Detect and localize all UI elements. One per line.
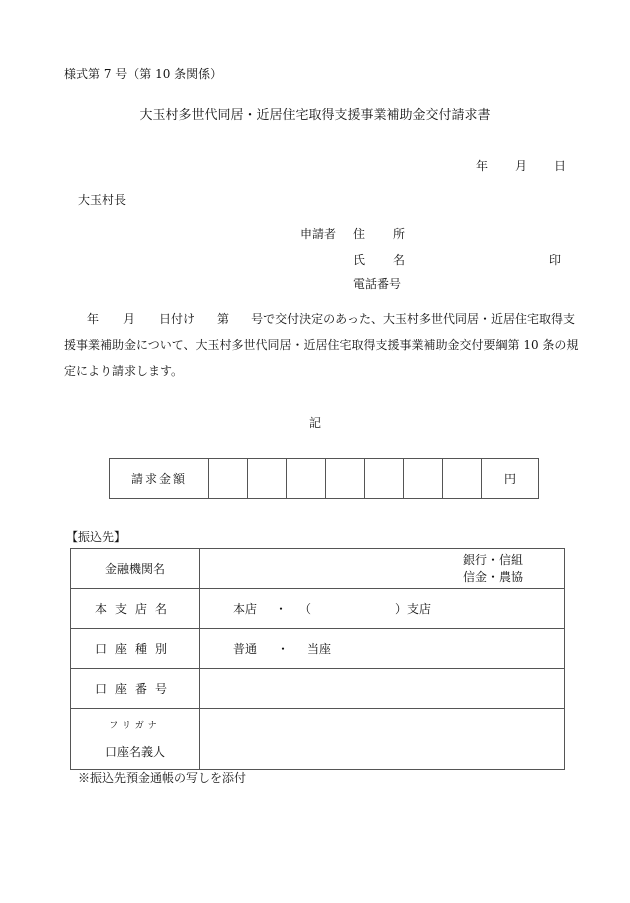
account-type-current: 当座 xyxy=(307,642,332,656)
account-type-field[interactable] xyxy=(200,629,565,669)
seal-mark: 印 xyxy=(549,253,562,267)
account-holder-label-cell xyxy=(71,709,200,770)
account-holder-field[interactable] xyxy=(200,709,565,770)
account-type-label: 口座種別 xyxy=(71,629,200,669)
amount-label: 請求金額 xyxy=(110,459,209,499)
name-label-char-1: 氏 xyxy=(353,253,366,267)
body-text: 号で交付決定のあった、大玉村多世代同居・近居住宅取得支援事業補助金について、大玉村多世代同居・近居住宅取得支援事業補助金交付要綱第 10 条の規定により請求します。 xyxy=(64,312,579,378)
bank-name-label: 金融機関名 xyxy=(71,549,200,589)
account-type-ordinary: 普通 xyxy=(233,642,258,656)
page-title: 大玉村多世代同居・近居住宅取得支援事業補助金交付請求書 xyxy=(139,108,491,123)
branch-main: 本店 xyxy=(233,602,258,616)
attachment-note: ※振込先預金通帳の写しを添付 xyxy=(78,771,247,785)
address-label-char-2: 所 xyxy=(393,227,406,241)
body-day: 日付け xyxy=(159,312,196,326)
furigana-label: フリガナ xyxy=(109,720,161,731)
bank-table xyxy=(70,548,565,770)
amount-digit-cell[interactable] xyxy=(287,459,326,499)
account-number-field[interactable] xyxy=(200,669,565,709)
amount-digit-cell[interactable] xyxy=(326,459,365,499)
phone-label: 電話番号 xyxy=(353,277,402,291)
applicant-label: 申請者 xyxy=(300,227,337,241)
date-year-label: 年 xyxy=(476,159,489,173)
amount-digit-cell[interactable] xyxy=(209,459,248,499)
recipient: 大玉村長 xyxy=(78,193,127,207)
ki-mark: 記 xyxy=(308,416,321,430)
branch-close: ）支店 xyxy=(395,602,432,616)
transfer-heading: 【振込先】 xyxy=(66,530,127,544)
body-year: 年 xyxy=(87,312,100,326)
branch-field[interactable] xyxy=(200,589,565,629)
amount-digit-cell[interactable] xyxy=(404,459,443,499)
amount-digit-cell[interactable] xyxy=(248,459,287,499)
amount-unit: 円 xyxy=(482,459,539,499)
address-label-char-1: 住 xyxy=(353,227,366,241)
bank-options-line1: 銀行・信組 xyxy=(462,552,523,567)
bank-name-field[interactable] xyxy=(200,549,565,589)
amount-digit-cell[interactable] xyxy=(365,459,404,499)
branch-label: 本支店名 xyxy=(71,589,200,629)
name-label-char-2: 名 xyxy=(393,253,406,267)
branch-open-paren: （ xyxy=(305,602,312,616)
account-type-dot: ・ xyxy=(277,642,290,656)
form-number: 様式第 7 号（第 10 条関係） xyxy=(64,67,223,81)
body-month: 月 xyxy=(123,312,136,326)
date-day-label: 日 xyxy=(554,159,567,173)
request-body xyxy=(64,306,584,384)
account-holder-label: 口座名義人 xyxy=(104,744,165,759)
date-month-label: 月 xyxy=(515,159,528,173)
account-number-label: 口座番号 xyxy=(71,669,200,709)
branch-dot: ・ xyxy=(275,602,288,616)
bank-options-line2: 信金・農協 xyxy=(462,569,523,584)
amount-digit-cell[interactable] xyxy=(443,459,482,499)
body-number-prefix: 第 xyxy=(217,312,230,326)
amount-table xyxy=(109,458,539,499)
